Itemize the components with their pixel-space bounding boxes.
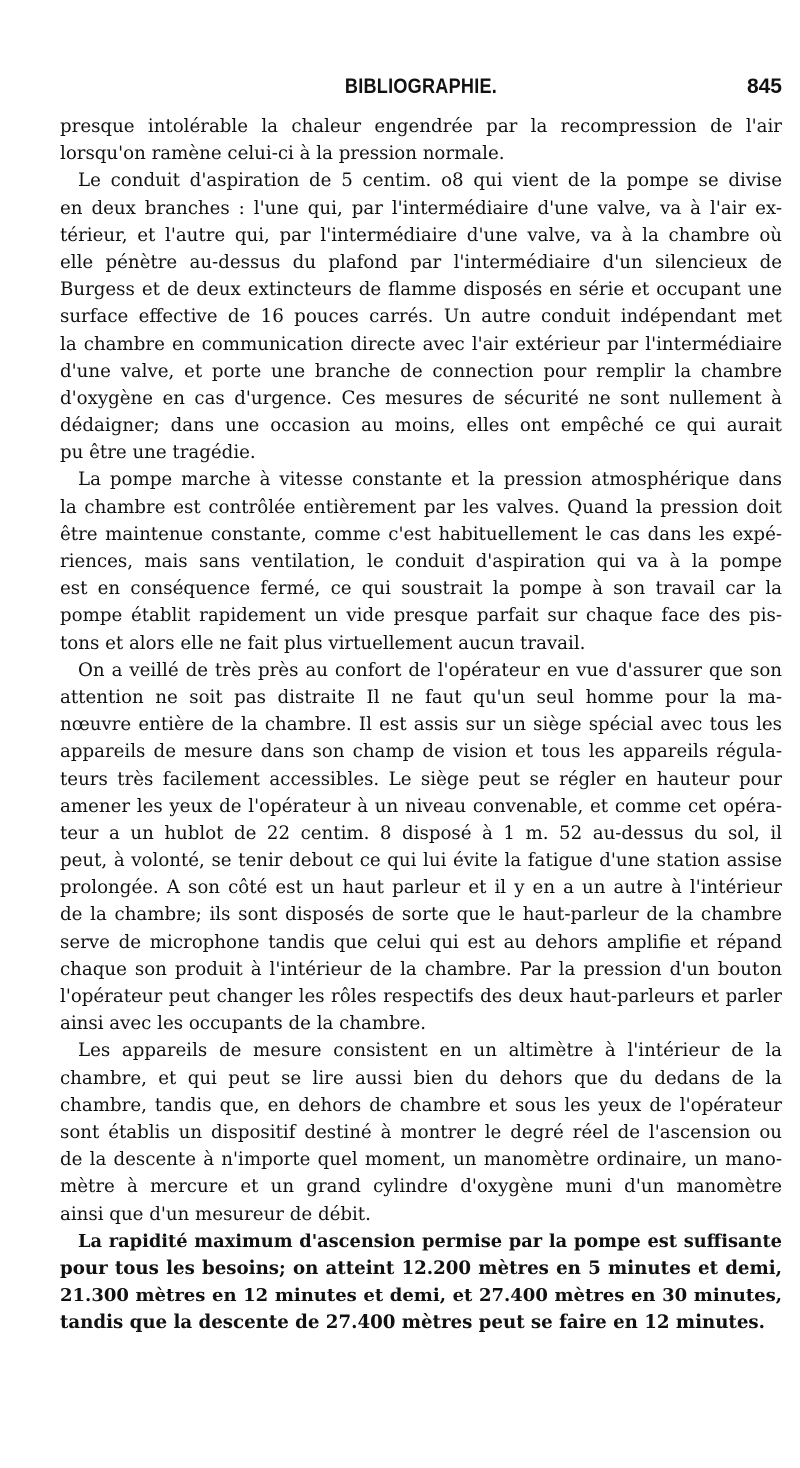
running-head bbox=[60, 72, 782, 106]
text-line: pour tous les besoins; on atteint 12.200 mètres en 5 minutes et demi, bbox=[60, 1257, 782, 1279]
text-line: chaque son produit à l'intérieur de la chambre. Par la pression d'un bouton bbox=[60, 958, 782, 980]
text-line: d'oxygène en cas d'urgence. Ces mesures de sécurité ne sont nullement à bbox=[60, 387, 782, 409]
text-line: Le conduit d'aspiration de 5 centim. o8 qui vient de la pompe se divise bbox=[78, 170, 782, 192]
text-line: serve de microphone tandis que celui qui est au dehors amplifie et répand bbox=[60, 931, 782, 953]
text-line: sont établis un dispositif destiné à montrer le degré réel de l'ascension ou bbox=[60, 1121, 782, 1143]
text-line: La rapidité maximum d'ascension permise par la pompe est suffisante bbox=[78, 1230, 782, 1252]
text-line: amener les yeux de l'opérateur à un niveau convenable, et comme cet opéra- bbox=[60, 795, 782, 817]
text-line: la chambre est contrôlée entièrement par les valves. Quand la pression doit bbox=[60, 496, 782, 518]
text-line: est en conséquence fermé, ce qui soustrait la pompe à son travail car la bbox=[60, 578, 782, 600]
text-line: On a veillé de très près au confort de l'opérateur en vue d'assurer que son bbox=[78, 659, 782, 681]
text-line: nœuvre entière de la chambre. Il est assis sur un siège spécial avec tous les bbox=[60, 714, 782, 736]
text-line: de la chambre; ils sont disposés de sorte que le haut-parleur de la chambre bbox=[60, 904, 782, 926]
text-line: ainsi que d'un mesureur de débit. bbox=[60, 1203, 371, 1225]
text-line: presque intolérable la chaleur engendrée par la recompression de l'air bbox=[60, 116, 782, 137]
text-line: peut, à volonté, se tenir debout ce qui lui évite la fatigue d'une station assise bbox=[60, 850, 782, 872]
text-line: elle pénètre au-dessus du plafond par l'intermédiaire d'un silencieux de bbox=[60, 251, 782, 273]
body-text bbox=[60, 113, 782, 1336]
text-line: Burgess et de deux extincteurs de flamme disposés en série et occupant une bbox=[60, 279, 782, 301]
text-line: en deux branches : l'une qui, par l'intermédiaire d'une valve, va à l'air ex- bbox=[60, 197, 782, 219]
text-line: dédaigner; dans une occasion au moins, elles ont empêché ce qui aurait bbox=[60, 415, 782, 437]
text-line: La pompe marche à vitesse constante et la pression atmosphérique dans bbox=[78, 469, 782, 491]
text-line: mètre à mercure et un grand cylindre d'oxygène muni d'un manomètre bbox=[60, 1176, 782, 1198]
text-line: lorsqu'on ramène celui-ci à la pression normale. bbox=[60, 143, 505, 165]
text-line: ainsi avec les occupants de la chambre. bbox=[60, 1013, 427, 1035]
text-line: térieur, et l'autre qui, par l'intermédiaire d'une valve, va à la chambre où bbox=[60, 224, 782, 246]
text-line: Les appareils de mesure consistent en un altimètre à l'intérieur de la bbox=[78, 1040, 782, 1062]
text-line: prolongée. A son côté est un haut parleur et il y en a un autre à l'intérieur bbox=[60, 877, 782, 899]
text-line: surface effective de 16 pouces carrés. Un autre conduit indépendant met bbox=[60, 306, 782, 328]
text-line: attention ne soit pas distraite Il ne faut qu'un seul homme pour la ma- bbox=[60, 686, 782, 708]
text-line: d'une valve, et porte une branche de connection pour remplir la chambre bbox=[60, 360, 782, 382]
text-line: pu être une tragédie. bbox=[60, 442, 256, 464]
text-line: l'opérateur peut changer les rôles respectifs des deux haut-parleurs et parler bbox=[60, 986, 782, 1007]
text-line: tons et alors elle ne fait plus virtuellement aucun travail. bbox=[60, 632, 586, 654]
text-line: riences, mais sans ventilation, le conduit d'aspiration qui va à la pompe bbox=[60, 551, 782, 572]
text-line: chambre, et qui peut se lire aussi bien du dehors que du dedans de la bbox=[60, 1067, 782, 1089]
text-line: teurs très facilement accessibles. Le siège peut se régler en hauteur pour bbox=[60, 768, 782, 790]
text-line: 21.300 mètres en 12 minutes et demi, et 27.400 mètres en 30 minutes, bbox=[60, 1285, 782, 1307]
running-head-title: BIBLIOGRAPHIE. bbox=[344, 75, 498, 98]
text-line: tandis que la descente de 27.400 mètres peut se faire en 12 minutes. bbox=[60, 1312, 765, 1334]
text-line: appareils de mesure dans son champ de vision et tous les appareils régula- bbox=[60, 741, 782, 763]
text-line: pompe établit rapidement un vide presque parfait sur chaque face des pis- bbox=[60, 605, 782, 627]
text-line: être maintenue constante, comme c'est habituellement le cas dans les expé- bbox=[60, 523, 782, 545]
page-number: 845 bbox=[746, 75, 782, 98]
text-line: la chambre en communication directe avec l'air extérieur par l'intermédiaire bbox=[60, 333, 782, 355]
text-line: de la descente à n'importe quel moment, un manomètre ordinaire, un mano- bbox=[60, 1149, 782, 1171]
text-line: teur a un hublot de 22 centim. 8 disposé à 1 m. 52 au-dessus du sol, il bbox=[60, 822, 782, 844]
text-line: chambre, tandis que, en dehors de chambre et sous les yeux de l'opérateur bbox=[60, 1094, 782, 1116]
